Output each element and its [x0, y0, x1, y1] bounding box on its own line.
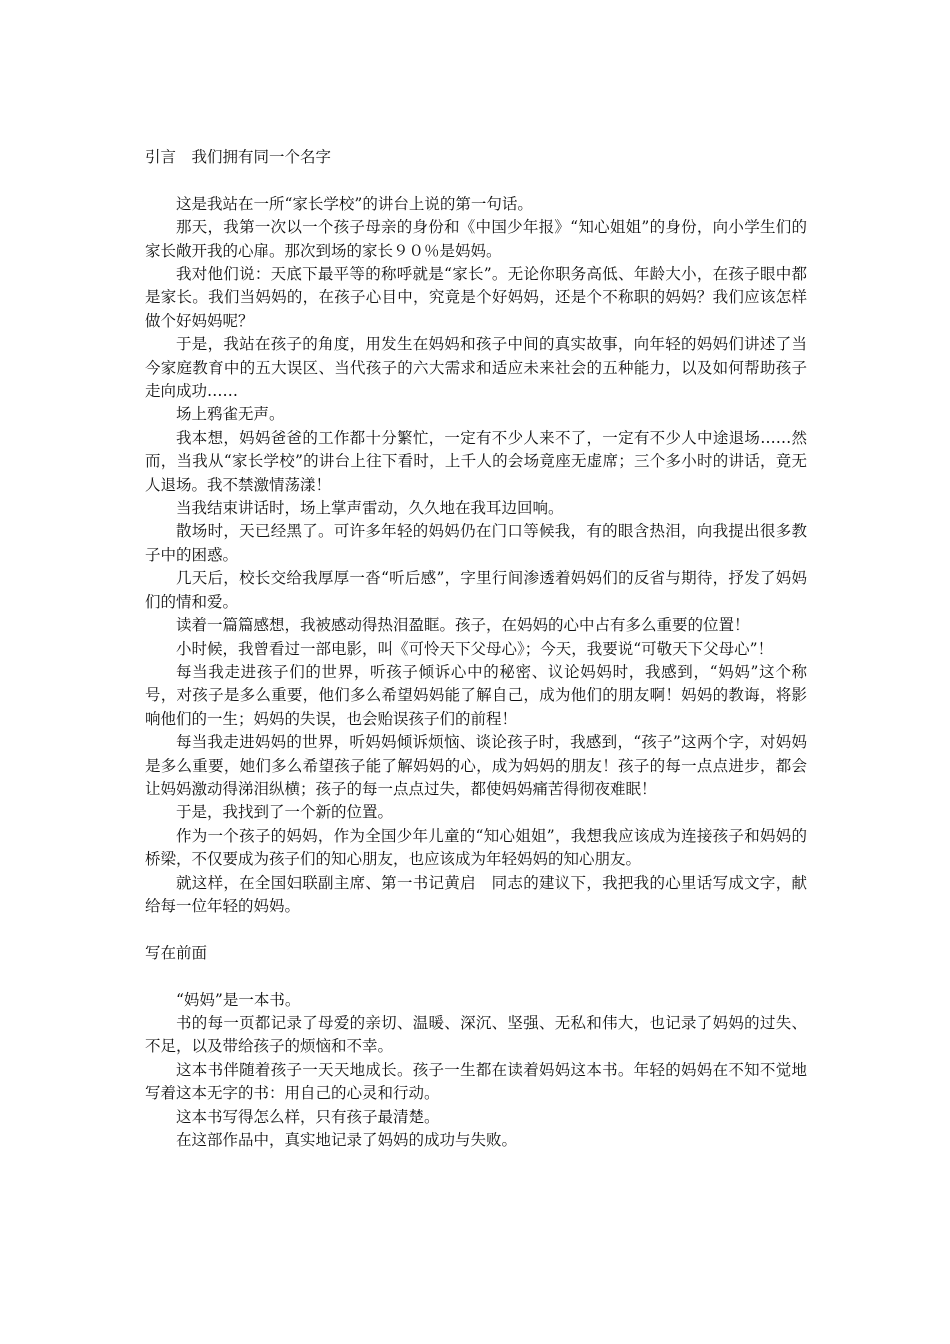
paragraph: 场上鸦雀无声。 [176, 405, 285, 424]
blank-line [145, 169, 807, 192]
paragraph: 我对他们说：天底下最平等的称呼就是“家长”。无论你职务高低、年龄大小，在孩子眼中都是家长。我们当妈妈的，在孩子心目中，究竟是个好妈妈，还是个不称职的妈妈？我们应该怎样做个好妈妈呢？ [145, 265, 807, 330]
paragraph: 作为一个孩子的妈妈，作为全国少年儿童的“知心姐姐”，我想我应该成为连接孩子和妈妈的桥梁，不仅要成为孩子们的知心朋友，也应该成为年轻妈妈的知心朋友。 [145, 826, 807, 869]
paragraph: 每当我走进妈妈的世界，听妈妈倾诉烦恼、谈论孩子时，我感到，“孩子”这两个字，对妈妈是多么重要，她们多么希望孩子能了解妈妈的心，成为妈妈的朋友！孩子的每一点点进步，都会让妈妈激动得涕泪纵横；孩子的每一点点过失，都使妈妈痛苦得彻夜难眠！ [145, 733, 807, 798]
paragraph: 每当我走进孩子们的世界，听孩子倾诉心中的秘密、议论妈妈时，我感到，“妈妈”这个称号，对孩子是多么重要，他们多么希望妈妈能了解自己，成为他们的朋友啊！妈妈的教诲，将影响他们的一生；妈妈的失误，也会贻误孩子们的前程！ [145, 662, 807, 728]
paragraph: 于是，我站在孩子的角度，用发生在妈妈和孩子中间的真实故事，向年轻的妈妈们讲述了当今家庭教育中的五大误区、当代孩子的六大需求和适应未来社会的五种能力，以及如何帮助孩子走向成功…… [145, 335, 807, 401]
section-heading-intro: 引言 我们拥有同一个名字 [145, 148, 332, 166]
section-heading-preface: 写在前面 [145, 943, 208, 962]
paragraph: 这是我站在一所“家长学校”的讲台上说的第一句话。 [176, 194, 533, 213]
paragraph: 这本书写得怎么样，只有孩子最清楚。 [176, 1107, 440, 1126]
paragraph: 当我结束讲话时，场上掌声雷动，久久地在我耳边回响。 [176, 499, 564, 518]
document-page [145, 146, 807, 1152]
paragraph: 小时候，我曾看过一部电影，叫《可怜天下父母心》；今天，我要说“可敬天下父母心”！ [176, 639, 774, 658]
paragraph: 在这部作品中，真实地记录了妈妈的成功与失败。 [176, 1130, 518, 1149]
blank-line [145, 965, 807, 988]
paragraph: 几天后，校长交给我厚厚一沓“听后感”，字里行间渗透着妈妈们的反省与期待，抒发了妈妈们的情和爱。 [145, 569, 807, 611]
paragraph: 这本书伴随着孩子一天天地成长。孩子一生都在读着妈妈这本书。年轻的妈妈在不知不觉地写着这本无字的书：用自己的心灵和行动。 [145, 1060, 807, 1103]
paragraph: 于是，我找到了一个新的位置。 [176, 803, 394, 822]
paragraph: 散场时，天已经黑了。可许多年轻的妈妈仍在门口等候我，有的眼含热泪，向我提出很多教子中的困惑。 [145, 522, 807, 564]
paragraph: 书的每一页都记录了母爱的亲切、温暖、深沉、坚强、无私和伟大，也记录了妈妈的过失、不足，以及带给孩子的烦恼和不幸。 [145, 1013, 807, 1056]
paragraph: 那天，我第一次以一个孩子母亲的身份和《中国少年报》“知心姐姐”的身份，向小学生们的家长敞开我的心扉。那次到场的家长９０％是妈妈。 [145, 218, 807, 260]
blank-line [145, 918, 807, 941]
paragraph: “妈妈”是一本书。 [176, 990, 301, 1009]
paragraph: 我本想，妈妈爸爸的工作都十分繁忙，一定有不少人来不了，一定有不少人中途退场……然而，当我从“家长学校”的讲台上往下看时，上千人的会场竟座无虚席；三个多小时的讲话，竟无人退场。我不禁激情荡漾！ [145, 428, 807, 494]
paragraph: 读着一篇篇感想，我被感动得热泪盈眶。孩子，在妈妈的心中占有多么重要的位置！ [176, 616, 750, 635]
paragraph: 就这样，在全国妇联副主席、第一书记黄启 同志的建议下，我把我的心里话写成文字，献给每一位年轻的妈妈。 [145, 873, 807, 915]
